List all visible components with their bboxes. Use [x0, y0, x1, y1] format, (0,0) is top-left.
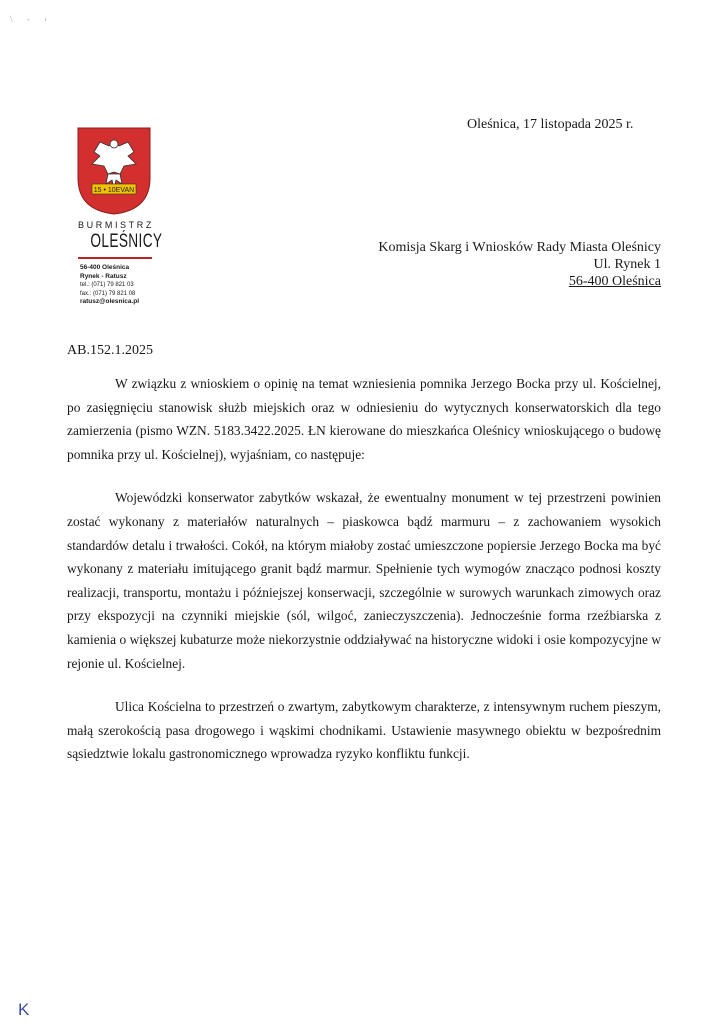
recipient-name: Komisja Skarg i Wniosków Rady Miasta Oleśnicy — [378, 240, 661, 255]
sender-email: ratusz@olesnica.pl — [80, 298, 140, 305]
footer-mark: K — [18, 1000, 30, 1019]
divider — [78, 257, 152, 259]
date-line: Oleśnica, 17 listopada 2025 r. — [467, 117, 634, 132]
body-paragraph: W związku z wnioskiem o opinię na temat wzniesienia pomnika Jerzego Bocka przy ul. Kościelnej, po zasięgnięciu stanowisk służb miejskich oraz w odniesieniu do wytycznych konserwatorskich dla tego zamierzenia (pismo WZN. 5183.3422.2025. ŁN kierowane do mieszkańca Oleśnicy wnioskującego o budowę pomnika przy ul. Kościelnej), wyjaśniam, co następuje: — [67, 376, 661, 462]
scan-marks: \ - › — [10, 14, 53, 24]
recipient-city: 56-400 Oleśnica — [568, 274, 661, 289]
coat-of-arms-icon — [76, 126, 152, 216]
body-paragraph: Wojewódzki konserwator zabytków wskazał, że ewentualny monument w tej przestrzeni powinien zostać wykonany z materiałów naturalnych – piaskowca bądź marmuru – z zachowaniem wysokich standardów detalu i trwałości. Cokół, na którym miałoby zostać umieszczone popiersie Jerzego Bocka ma być wykonany z materiału imitującego granit bądź marmur. Spełnienie tych wymogów znacząco podnosi koszty realizacji, transportu, montażu i późniejszej konserwacji, szczególnie w surowych warunkach zimowych oraz przy ekspozycji na czynniki miejskie (sól, wilgoć, zanieczyszczenia). Jednocześnie forma rzeźbiarska z kamienia o większej kubaturze może niekorzystnie oddziaływać na historyczne widoki i osie kompozycyjne w rejonie ul. Kościelnej. — [67, 490, 661, 671]
sender-address — [80, 264, 139, 307]
sender-title: BURMISTRZ — [78, 220, 154, 230]
letter-body — [67, 372, 661, 786]
sender-phone: tel.: (071) 79 821 03 — [80, 282, 134, 288]
sender-fax: fax.: (071) 79 821 08 — [80, 290, 136, 297]
coat-banner-text: 15 • 10EVAN — [93, 187, 135, 194]
recipient-street: Ul. Rynek 1 — [593, 257, 661, 272]
reference-number: AB.152.1.2025 — [67, 343, 153, 358]
sender-address-line: 56-400 Oleśnica — [80, 264, 130, 271]
recipient-block — [378, 239, 661, 290]
body-paragraph: Ulica Kościelna to przestrzeń o zwartym, zabytkowym charakterze, z intensywnym ruchem pieszym, małą szerokością pasa drogowego i wąskimi chodnikami. Ustawienie masywnego obiektu w bezpośrednim sąsiedztwie lokalu gastronomicznego wprowadza ryzyko konfliktu funkcji. — [67, 699, 661, 762]
sender-name: OLEŚNICY — [90, 231, 163, 252]
sender-address-line: Rynek - Ratusz — [80, 272, 127, 280]
